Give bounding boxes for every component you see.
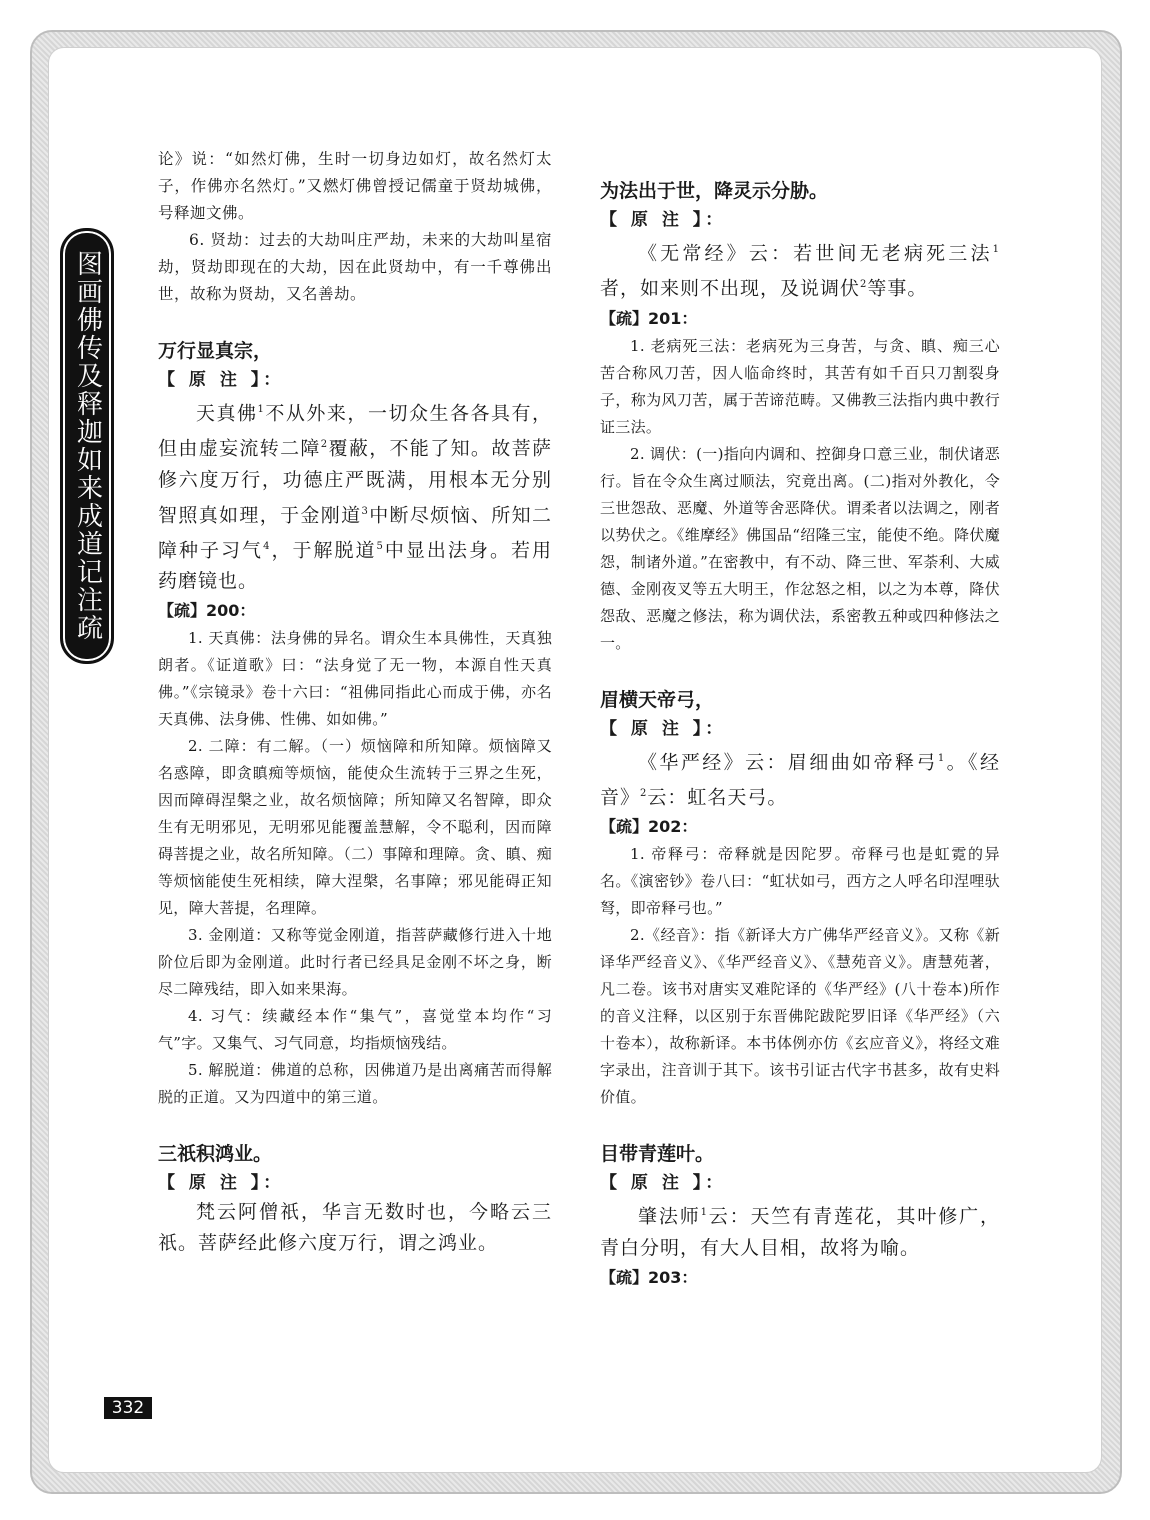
commentary-label: 【疏】201： — [600, 308, 698, 328]
original-note-text: 肇法师$^1$云：天竺有青莲花，其叶修广，青白分明，有大人目相，故将为喻。 — [600, 1205, 1000, 1259]
original-note-label: 【 原 注 】： — [158, 370, 285, 390]
continued-text: 论》说：“如然灯佛，生时一切身边如灯，故名然灯太子，作佛亦名然灯。”又燃灯佛曾授记儒童于贤劫城佛，号释迦文佛。 — [158, 150, 552, 222]
spine-title: 图画佛传及释迦如来成道记注疏 — [72, 250, 103, 642]
note-item: 1. 老病死三法：老病死为三身苦，与贪、瞋、痴三心苦合称风刀苦，因人临命终时，其苦有如千百只刀割裂身子，称为风刀苦，属于苦谛范畴。又佛教三法指内典中教行证三法。 — [600, 336, 1000, 436]
note-item: 2. 二障：有二解。（一）烦恼障和所知障。烦恼障又名惑障，即贪瞋痴等烦恼，能使众生流转于三界之生死，因而障碍涅槃之业，故名烦恼障；所知障又名智障，即众生有无明邪见，无明邪见能覆盖慧解，令不聪利，因而障碍菩提之业，故名所知障。（二）事障和理障。贪、瞋、痴等烦恼能使生死相续，障大涅槃，名事障；邪见能碍正知见，障大菩提，名理障。 — [158, 737, 552, 918]
note-item: 1. 天真佛：法身佛的异名。谓众生本具佛性，天真独朗者。《证道歌》曰：“法身觉了无一物，本源自性天真佛。”《宗镜录》卷十六曰：“祖佛同指此心而成于佛，亦名天真佛、法身佛、性佛、如如佛。” — [158, 629, 552, 729]
original-note-text: 《无常经》云：若世间无老病死三法$^1$者，如来则不出现，及说调伏$^2$等事。 — [600, 242, 1000, 300]
note-item: 1. 帝释弓：帝释就是因陀罗。帝释弓也是虹霓的异名。《演密钞》卷八曰：“虹状如弓，西方之人呼名印涅哩驮弩，即帝释弓也。” — [600, 845, 1000, 918]
page-number: 332 — [104, 1397, 152, 1419]
verse-heading: 为法出于世，降灵示分胁。 — [600, 180, 829, 202]
note-item: 4. 习气：续藏经本作“集气”，喜觉堂本均作“习气”字。又集气、习气同意，均指烦恼残结。 — [158, 1007, 552, 1053]
original-note-text: 《华严经》云：眉细曲如帝释弓$^1$。《经音》$^2$云：虹名天弓。 — [600, 750, 1000, 809]
note-item: 6. 贤劫：过去的大劫叫庄严劫，未来的大劫叫星宿劫，贤劫即现在的大劫，因在此贤劫中，有一千尊佛出世，故称为贤劫，又名善劫。 — [158, 231, 552, 303]
original-note-label: 【 原 注 】： — [600, 1173, 727, 1194]
commentary-label: 【疏】200： — [158, 601, 256, 621]
left-column — [158, 146, 552, 1259]
verse-heading: 目带青莲叶。 — [600, 1143, 715, 1166]
original-note-label: 【 原 注 】： — [158, 1173, 285, 1194]
original-note-label: 【 原 注 】： — [600, 718, 727, 739]
note-item: 2. 调伏：(一)指向内调和、控御身口意三业，制伏诸恶行。旨在令众生离过顺法，究竟出离。(二)指对外教化，令三世怨敌、恶魔、外道等舍恶降伏。谓柔者以法调之，刚者以势伏之。《维摩经》佛国品“绍隆三宝，能使不绝。降伏魔怨，制诸外道。”在密教中，有不动、降三世、军荼利、大威德、金刚夜叉等五大明王，作忿怒之相，以之为本尊，降伏怨敌、恶魔之修法，称为调伏法，系密教五种或四种修法之一。 — [600, 444, 1000, 652]
original-note-text: 天真佛$^1$不从外来，一切众生各各具有，但由虚妄流转二障$^2$覆蔽，不能了知。故菩萨修六度万行，功德庄严既满，用根本无分别智照真如理，于金刚道$^3$中断尽烦恼、所知二障种子习气$^4$，于解脱道$^5$中显出法身。若用药磨镜也。 — [158, 402, 552, 593]
verse-heading: 三祇积鸿业。 — [158, 1143, 273, 1166]
right-column — [600, 146, 1000, 1292]
commentary-label: 【疏】203： — [600, 1267, 698, 1287]
original-note-text: 梵云阿僧祇，华言无数时也，今略云三祇。菩萨经此修六度万行，谓之鸿业。 — [158, 1201, 552, 1255]
note-item: 3. 金刚道：又称等觉金刚道，指菩萨藏修行进入十地阶位后即为金刚道。此时行者已经具足金刚不坏之身，断尽二障残结，即入如来果海。 — [158, 926, 552, 999]
commentary-label: 【疏】202： — [600, 817, 698, 837]
spine-title-tab — [60, 228, 114, 664]
original-note-label: 【 原 注 】： — [600, 210, 727, 230]
note-item: 5. 解脱道：佛道的总称，因佛道乃是出离痛苦而得解脱的正道。又为四道中的第三道。 — [158, 1061, 552, 1107]
verse-heading: 万行显真宗， — [158, 340, 273, 362]
note-item: 2.《经音》：指《新译大方广佛华严经音义》。又称《新译华严经音义》、《华严经音义》、《慧苑音义》。唐慧苑著，凡二卷。该书对唐实叉难陀译的《华严经》(八十卷本)所作的音义注释，以区别于东晋佛陀跋陀罗旧译《华严经》（六十卷本），故称新译。本书体例亦仿《玄应音义》，将经文难字录出，注音训于其下。该书引证古代字书甚多，故有史料价值。 — [600, 926, 1000, 1107]
verse-heading: 眉横天帝弓， — [600, 688, 715, 711]
